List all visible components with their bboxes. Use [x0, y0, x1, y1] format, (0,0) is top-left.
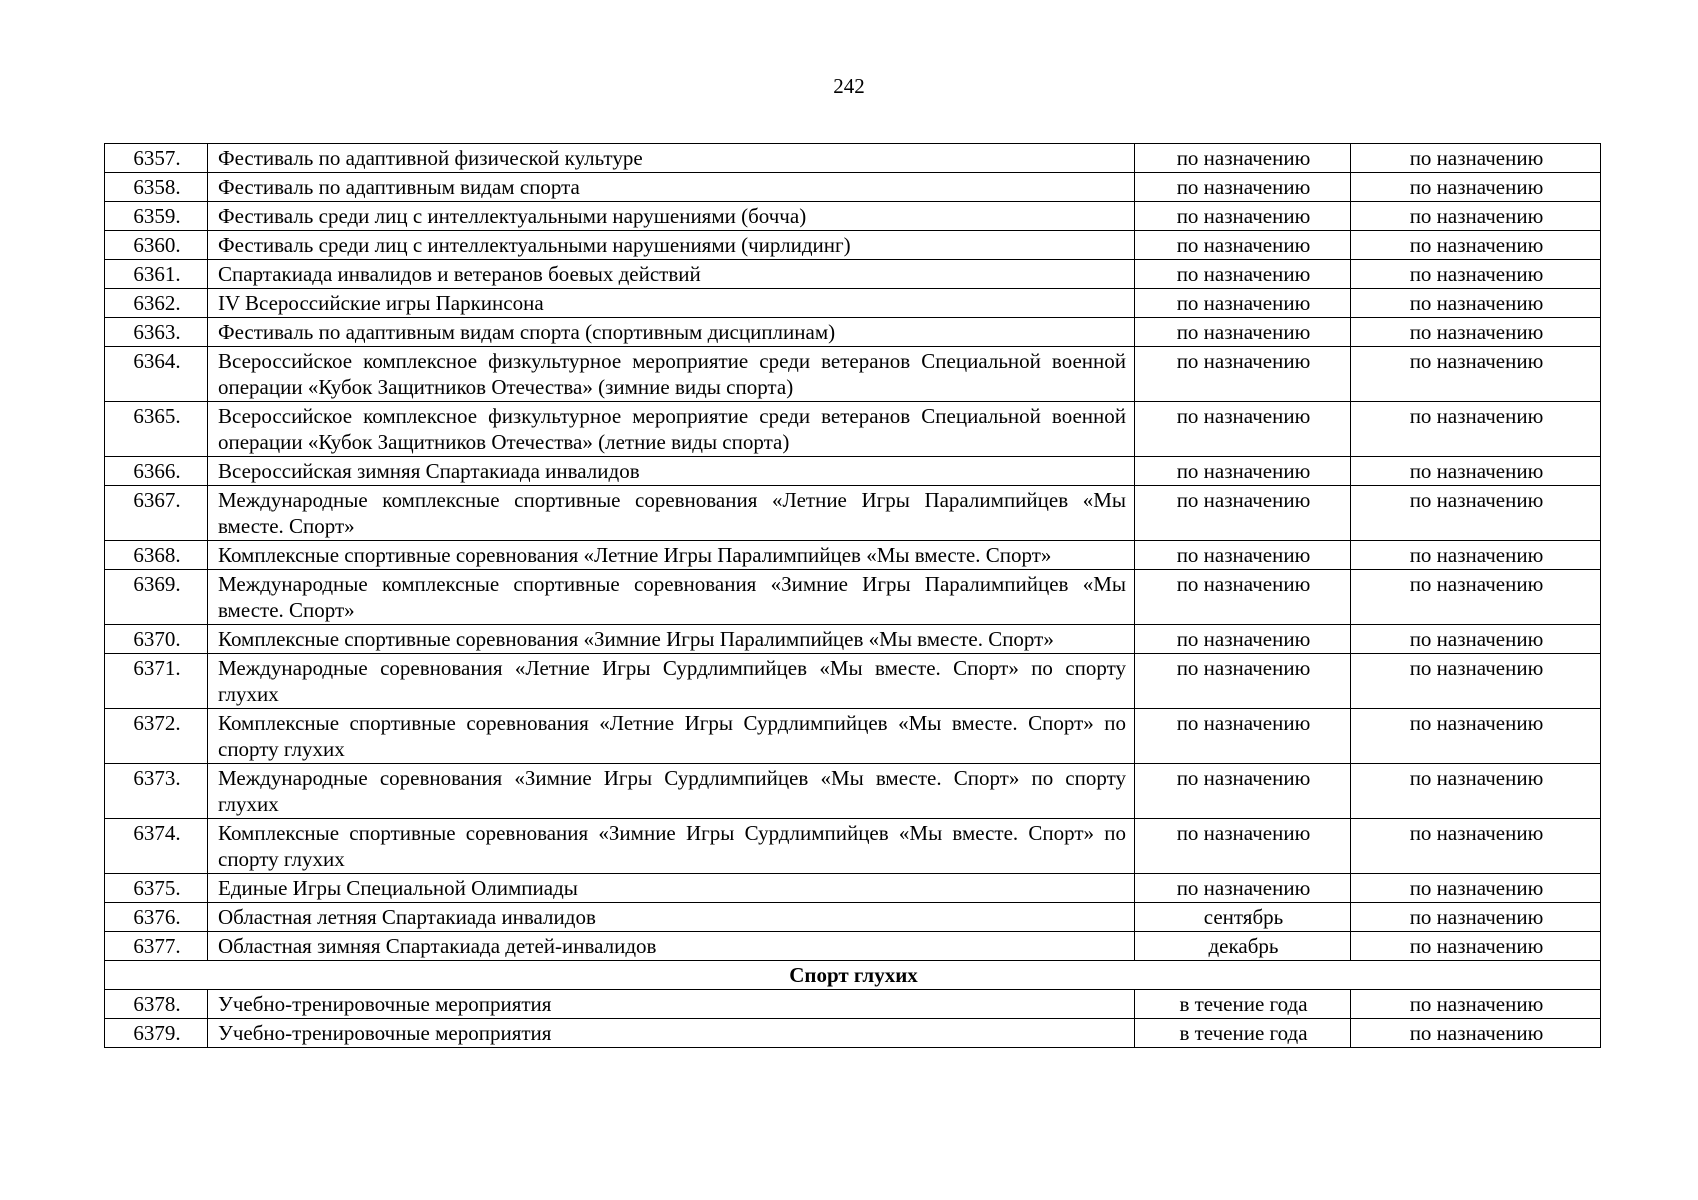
event-responsible: по назначению	[1351, 932, 1601, 961]
row-number: 6375.	[105, 874, 208, 903]
table-row	[105, 318, 1601, 347]
event-date: декабрь	[1135, 932, 1351, 961]
event-date: по назначению	[1135, 402, 1351, 457]
event-name: Фестиваль среди лиц с интеллектуальными нарушениями (бочча)	[208, 202, 1135, 231]
event-name: Всероссийская зимняя Спартакиада инвалидов	[208, 457, 1135, 486]
event-name: Областная зимняя Спартакиада детей-инвалидов	[208, 932, 1135, 961]
table-row	[105, 932, 1601, 961]
table-row	[105, 570, 1601, 625]
event-date: по назначению	[1135, 289, 1351, 318]
event-date: по назначению	[1135, 144, 1351, 173]
event-responsible: по назначению	[1351, 457, 1601, 486]
event-name: Фестиваль по адаптивным видам спорта	[208, 173, 1135, 202]
event-responsible: по назначению	[1351, 486, 1601, 541]
row-number: 6359.	[105, 202, 208, 231]
event-date: в течение года	[1135, 990, 1351, 1019]
event-responsible: по назначению	[1351, 231, 1601, 260]
section-row	[105, 961, 1601, 990]
event-responsible: по назначению	[1351, 202, 1601, 231]
table-row	[105, 1019, 1601, 1048]
table-row	[105, 457, 1601, 486]
table-row	[105, 625, 1601, 654]
event-date: по назначению	[1135, 202, 1351, 231]
row-number: 6366.	[105, 457, 208, 486]
table-row	[105, 202, 1601, 231]
event-date: по назначению	[1135, 874, 1351, 903]
event-name: Единые Игры Специальной Олимпиады	[208, 874, 1135, 903]
event-name: Международные комплексные спортивные соревнования «Летние Игры Паралимпийцев «Мы вместе. Спорт»	[208, 486, 1135, 541]
event-date: по назначению	[1135, 709, 1351, 764]
row-number: 6372.	[105, 709, 208, 764]
event-name: Комплексные спортивные соревнования «Летние Игры Паралимпийцев «Мы вместе. Спорт»	[208, 541, 1135, 570]
event-responsible: по назначению	[1351, 541, 1601, 570]
table-row	[105, 173, 1601, 202]
row-number: 6367.	[105, 486, 208, 541]
table-row	[105, 289, 1601, 318]
row-number: 6361.	[105, 260, 208, 289]
event-responsible: по назначению	[1351, 318, 1601, 347]
event-date: по назначению	[1135, 173, 1351, 202]
event-responsible: по назначению	[1351, 990, 1601, 1019]
event-responsible: по назначению	[1351, 625, 1601, 654]
event-date: по назначению	[1135, 231, 1351, 260]
row-number: 6358.	[105, 173, 208, 202]
row-number: 6368.	[105, 541, 208, 570]
table-row	[105, 541, 1601, 570]
event-name: Комплексные спортивные соревнования «Летние Игры Сурдлимпийцев «Мы вместе. Спорт» по спорту глухих	[208, 709, 1135, 764]
event-name: IV Всероссийские игры Паркинсона	[208, 289, 1135, 318]
event-responsible: по назначению	[1351, 903, 1601, 932]
event-date: по назначению	[1135, 625, 1351, 654]
event-date: по назначению	[1135, 486, 1351, 541]
row-number: 6369.	[105, 570, 208, 625]
table-row	[105, 903, 1601, 932]
event-name: Всероссийское комплексное физкультурное мероприятие среди ветеранов Специальной военной операции «Кубок Защитников Отечества» (летние виды спорта)	[208, 402, 1135, 457]
event-responsible: по назначению	[1351, 570, 1601, 625]
table-row	[105, 231, 1601, 260]
row-number: 6365.	[105, 402, 208, 457]
event-date: по назначению	[1135, 347, 1351, 402]
event-name: Комплексные спортивные соревнования «Зимние Игры Сурдлимпийцев «Мы вместе. Спорт» по спорту глухих	[208, 819, 1135, 874]
row-number: 6370.	[105, 625, 208, 654]
events-table	[104, 143, 1601, 1048]
event-name: Учебно-тренировочные мероприятия	[208, 990, 1135, 1019]
event-name: Международные соревнования «Летние Игры Сурдлимпийцев «Мы вместе. Спорт» по спорту глухих	[208, 654, 1135, 709]
event-name: Спартакиада инвалидов и ветеранов боевых действий	[208, 260, 1135, 289]
table-row	[105, 764, 1601, 819]
event-date: по назначению	[1135, 764, 1351, 819]
event-responsible: по назначению	[1351, 654, 1601, 709]
row-number: 6378.	[105, 990, 208, 1019]
event-name: Международные комплексные спортивные соревнования «Зимние Игры Паралимпийцев «Мы вместе. Спорт»	[208, 570, 1135, 625]
event-responsible: по назначению	[1351, 764, 1601, 819]
table-row	[105, 144, 1601, 173]
event-name: Международные соревнования «Зимние Игры Сурдлимпийцев «Мы вместе. Спорт» по спорту глухих	[208, 764, 1135, 819]
event-responsible: по назначению	[1351, 347, 1601, 402]
event-responsible: по назначению	[1351, 173, 1601, 202]
event-responsible: по назначению	[1351, 1019, 1601, 1048]
event-date: по назначению	[1135, 541, 1351, 570]
event-name: Учебно-тренировочные мероприятия	[208, 1019, 1135, 1048]
row-number: 6379.	[105, 1019, 208, 1048]
event-date: в течение года	[1135, 1019, 1351, 1048]
event-date: по назначению	[1135, 819, 1351, 874]
table-row	[105, 709, 1601, 764]
row-number: 6371.	[105, 654, 208, 709]
event-date: по назначению	[1135, 654, 1351, 709]
row-number: 6357.	[105, 144, 208, 173]
event-name: Фестиваль по адаптивным видам спорта (спортивным дисциплинам)	[208, 318, 1135, 347]
page-number: 242	[833, 74, 865, 98]
event-name: Фестиваль среди лиц с интеллектуальными нарушениями (чирлидинг)	[208, 231, 1135, 260]
event-responsible: по назначению	[1351, 289, 1601, 318]
table-row	[105, 874, 1601, 903]
event-name: Всероссийское комплексное физкультурное мероприятие среди ветеранов Специальной военной операции «Кубок Защитников Отечества» (зимние виды спорта)	[208, 347, 1135, 402]
row-number: 6377.	[105, 932, 208, 961]
row-number: 6374.	[105, 819, 208, 874]
event-name: Областная летняя Спартакиада инвалидов	[208, 903, 1135, 932]
event-responsible: по назначению	[1351, 402, 1601, 457]
event-date: по назначению	[1135, 318, 1351, 347]
event-responsible: по назначению	[1351, 709, 1601, 764]
row-number: 6376.	[105, 903, 208, 932]
event-date: сентябрь	[1135, 903, 1351, 932]
table-row	[105, 260, 1601, 289]
row-number: 6360.	[105, 231, 208, 260]
event-date: по назначению	[1135, 457, 1351, 486]
event-name: Фестиваль по адаптивной физической культуре	[208, 144, 1135, 173]
row-number: 6364.	[105, 347, 208, 402]
table-row	[105, 402, 1601, 457]
event-date: по назначению	[1135, 260, 1351, 289]
event-name: Комплексные спортивные соревнования «Зимние Игры Паралимпийцев «Мы вместе. Спорт»	[208, 625, 1135, 654]
event-responsible: по назначению	[1351, 819, 1601, 874]
event-date: по назначению	[1135, 570, 1351, 625]
section-title: Спорт глухих	[105, 961, 1601, 990]
row-number: 6373.	[105, 764, 208, 819]
event-responsible: по назначению	[1351, 874, 1601, 903]
event-responsible: по назначению	[1351, 260, 1601, 289]
event-responsible: по назначению	[1351, 144, 1601, 173]
table-row	[105, 990, 1601, 1019]
events-table-body	[105, 144, 1601, 1048]
table-row	[105, 654, 1601, 709]
table-row	[105, 347, 1601, 402]
table-row	[105, 819, 1601, 874]
row-number: 6363.	[105, 318, 208, 347]
row-number: 6362.	[105, 289, 208, 318]
table-row	[105, 486, 1601, 541]
